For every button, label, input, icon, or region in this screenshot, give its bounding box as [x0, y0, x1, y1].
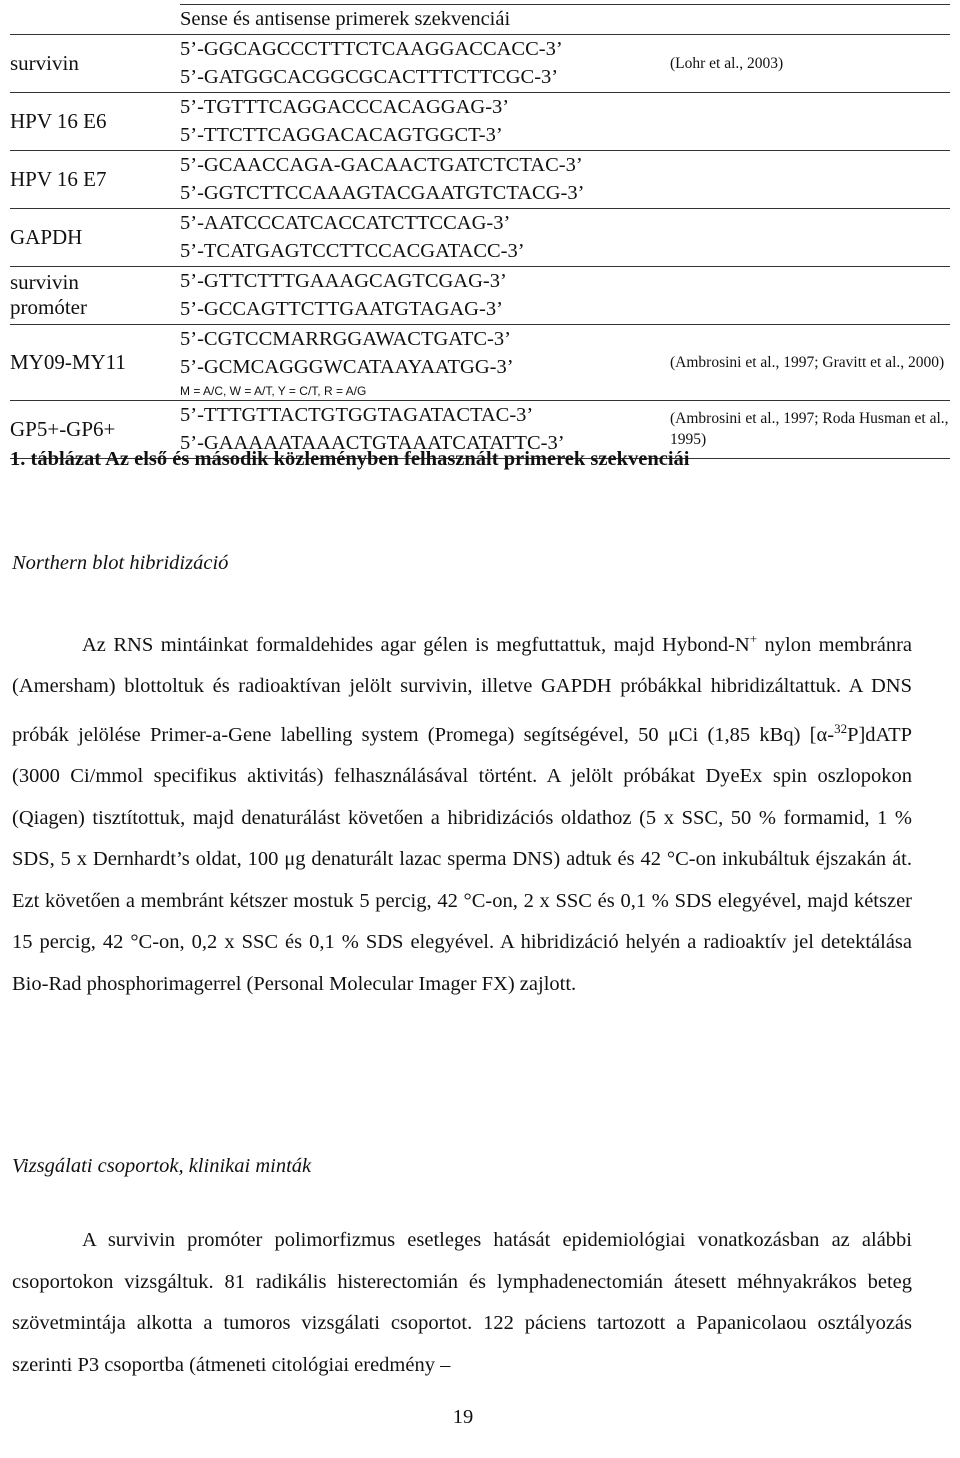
sense-primer: 5’-CGTCCMARRGGAWACTGATC-3’	[180, 327, 511, 350]
gene-name: HPV 16 E7	[10, 150, 180, 208]
table-row	[10, 266, 950, 324]
gene-name-line1: survivin	[10, 270, 79, 294]
primer-sequences	[180, 208, 670, 266]
sense-primer: 5’-TGTTTCAGGACCCACAGGAG-3’	[180, 95, 510, 118]
primer-table	[10, 4, 950, 459]
sense-primer: 5’-AATCCCATCACCATCTTCCAG-3’	[180, 211, 511, 234]
sense-primer: 5’-GGCAGCCCTTTCTCAAGGACCACC-3’	[180, 37, 563, 60]
gene-name	[10, 266, 180, 324]
antisense-primer: 5’-GCCAGTTCTTGAATGTAGAG-3’	[180, 298, 503, 320]
antisense-primer: 5’-GAAAAATAAACTGTAAATCATATTC-3’	[180, 432, 565, 454]
table-row	[10, 324, 950, 400]
paragraph-text: A survivin promóter polimorfizmus esetleges hatását epidemiológiai vonatkozásban az alábbi csoportokon vizsgáltuk. 81 radikális histerectomián és lymphadenectomián átesett méhnyakrákos beteg szövetmintája alkotta a tumoros vizsgálati csoportot. 122 páciens tartozott a Papanicolaou osztályozás szerinti P3 csoportba (átmeneti citológiai eredmény –	[12, 1229, 912, 1376]
reference: (Ambrosini et al., 1997; Gravitt et al., 2000)	[670, 324, 950, 400]
primer-sequences	[180, 324, 670, 400]
section-title-groups: Vizsgálati csoportok, klinikai minták	[12, 1155, 312, 1177]
primer-sequences	[180, 150, 670, 208]
reference: (Lohr et al., 2003)	[670, 34, 950, 92]
gene-name: GAPDH	[10, 208, 180, 266]
gene-name: GP5+-GP6+	[10, 400, 180, 458]
text-run: nylon membránra (Amersham) blottoltuk és radioaktívan jelölt survivin, illetve GAPDH próbákkal hibridizáltattuk. A DNS próbák jelölése Primer-a-Gene labelling system (Promega) segítségével, 50 μCi (1,85 kBq) [α-	[12, 633, 912, 746]
sense-primer: 5’-GCAACCAGA-GACAACTGATCTCTAC-3’	[180, 153, 583, 176]
text-run: Az RNS mintáinkat formaldehides agar gélen is megfuttattuk, majd Hybond-N	[82, 633, 750, 656]
reference-empty	[670, 92, 950, 150]
sense-primer: 5’-TTTGTTACTGTGGTAGATACTAC-3’	[180, 403, 534, 426]
antisense-primer: 5’-TTCTTCAGGACACAGTGGCT-3’	[180, 124, 503, 146]
northern-paragraph	[12, 618, 912, 1005]
page-number: 19	[452, 1406, 474, 1428]
table-row	[10, 92, 950, 150]
table-row	[10, 34, 950, 92]
paragraph-text	[12, 618, 912, 1005]
antisense-primer: 5’-GCMCAGGGWCATAAYAATGG-3’	[180, 356, 514, 378]
superscript: 32	[834, 720, 848, 736]
table-row	[10, 150, 950, 208]
table-header-ref	[670, 5, 950, 35]
reference-empty	[670, 150, 950, 208]
gene-name: survivin	[10, 34, 180, 92]
primer-sequences	[180, 266, 670, 324]
antisense-primer: 5’-GGTCTTCCAAAGTACGAATGTCTACG-3’	[180, 182, 585, 204]
reference-empty	[670, 208, 950, 266]
gene-name: HPV 16 E6	[10, 92, 180, 150]
sense-primer: 5’-GTTCTTTGAAAGCAGTCGAG-3’	[180, 269, 507, 292]
table-corner	[10, 5, 180, 35]
groups-paragraph	[12, 1220, 912, 1386]
table-header: Sense és antisense primerek szekvenciái	[180, 5, 670, 35]
reference-empty	[670, 266, 950, 324]
gene-name: MY09-MY11	[10, 324, 180, 400]
superscript: +	[749, 631, 758, 646]
table-row	[10, 208, 950, 266]
gene-name-line2: promóter	[10, 295, 87, 319]
primer-sequences	[180, 34, 670, 92]
antisense-primer: 5’-GATGGCACGGCGCACTTTCTTCGC-3’	[180, 66, 559, 88]
degenerate-base-legend: M = A/C, W = A/T, Y = C/T, R = A/G	[180, 383, 367, 398]
primer-sequences	[180, 92, 670, 150]
table-caption: 1. táblázat Az első és második közleményben felhasznált primerek szekvenciái	[10, 448, 690, 470]
text-run: P]dATP (3000 Ci/mmol specifikus aktivitás) felhasználásával történt. A jelölt próbákat DyeEx spin oszlopokon (Qiagen) tisztítottuk, majd denaturálást követően a hibridizációs oldathoz (5 x SSC, 50 % formamid, 1 % SDS, 5 x Dernhardt’s oldat, 100 μg denaturált lazac sperma DNS) adtuk és 42 °C-on inkubáltuk éjszakán át. Ezt követően a membránt kétszer mostuk 5 percig, 42 °C-on, 2 x SSC és 0,1 % SDS elegyével, majd kétszer 15 percig, 42 °C-on, 0,2 x SSC és 0,1 % SDS elegyével. A hibridizáció helyén a radioaktív jel detektálása Bio-Rad phosphorimagerrel (Personal Molecular Imager FX) zajlott.	[12, 723, 912, 995]
reference: (Ambrosini et al., 1997; Roda Husman et al., 1995)	[670, 400, 950, 458]
antisense-primer: 5’-TCATGAGTCCTTCCACGATACC-3’	[180, 240, 525, 262]
section-title-northern: Northern blot hibridizáció	[12, 552, 229, 574]
